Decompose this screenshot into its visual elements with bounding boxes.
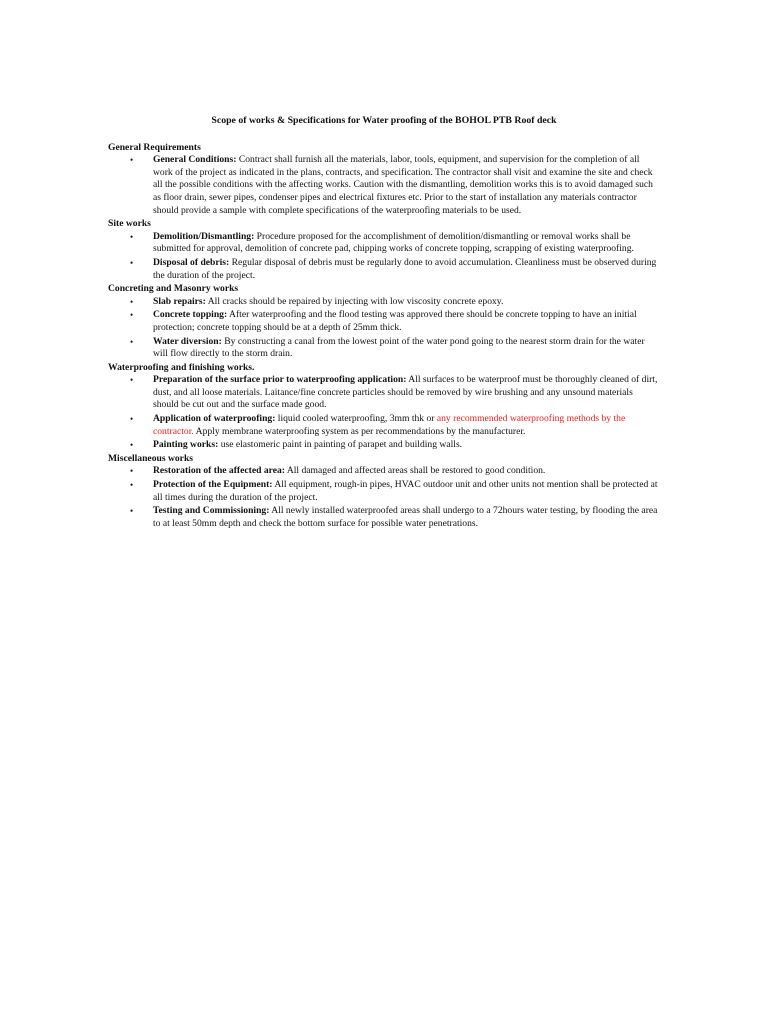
document-page bbox=[108, 115, 660, 531]
bullet-icon: • bbox=[130, 296, 134, 307]
bullet-icon: • bbox=[130, 466, 134, 477]
item-label: Protection of the Equipment: bbox=[153, 479, 273, 491]
section-heading: Waterproofing and finishing works. bbox=[108, 361, 255, 373]
item-text: Contract shall furnish all the materials, labor, tools, equipment, and supervision for the completion of all work of the project as indicated in the plans, contracts, and specification. The contractor shall visit and examine the site and check all the possible conditions with the affecting works. Caution with the dismantling, demolition works this is to avoid damaged such as floor drain, sewer pipes, condenser pipes and electrical fixtures etc. Prior to the start of installation any materials contractor should provide a sample with complete specifications of the waterproofing materials to be used. bbox=[153, 154, 653, 216]
item-label: Concrete topping: bbox=[153, 309, 228, 321]
item-text: All newly installed waterproofed areas shall undergo to a 72hours water testing, by flooding the area to at least 50mm depth and check the bottom surface for possible water penetrations. bbox=[153, 505, 658, 529]
list-item bbox=[108, 439, 660, 452]
item-label: Restoration of the affected area: bbox=[153, 465, 285, 477]
item-text: All equipment, rough-in pipes, HVAC outdoor unit and other units not mention shall be protected at all times during the duration of the project. bbox=[153, 479, 658, 503]
list-item bbox=[108, 465, 660, 478]
bullet-icon: • bbox=[130, 231, 134, 242]
section-heading: Concreting and Masonry works bbox=[108, 283, 239, 295]
item-list bbox=[108, 231, 660, 282]
item-text: use elastomeric paint in painting of parapet and building walls. bbox=[218, 439, 463, 451]
document-title: Scope of works & Specifications for Water proofing of the BOHOL PTB Roof deck bbox=[211, 115, 557, 126]
list-item bbox=[108, 231, 660, 256]
item-text: All surfaces to be waterproof must be thoroughly cleaned of dirt, dust, and all loose materials. Laitance/fine concrete particles should be removed by wire brushing and any unsound materials should be cut out and the surface made good. bbox=[153, 374, 658, 411]
item-text: By constructing a canal from the lowest point of the water pond going to the nearest storm drain for the water will flow directly to the storm drain. bbox=[153, 335, 645, 360]
item-label: Slab repairs: bbox=[153, 295, 206, 307]
section-heading: Site works bbox=[108, 218, 151, 230]
section-site-works bbox=[108, 218, 660, 282]
item-text: Regular disposal of debris must be regularly done to avoid accumulation. Cleanliness must be observed during the duration of the project. bbox=[153, 256, 657, 281]
bullet-icon: • bbox=[130, 414, 134, 425]
list-item bbox=[108, 479, 660, 504]
item-text: After waterproofing and the flood testing was approved there should be concrete topping to have an initial protection; concrete topping should be at a depth of 25mm thick. bbox=[153, 309, 637, 333]
section-concreting-masonry bbox=[108, 283, 660, 361]
bullet-icon: • bbox=[130, 506, 134, 517]
highlighted-text: any recommended waterproofing methods by the contractor. bbox=[153, 413, 626, 437]
list-item bbox=[108, 336, 660, 361]
bullet-icon: • bbox=[130, 375, 134, 386]
section-heading: General Requirements bbox=[108, 141, 201, 153]
list-item bbox=[108, 154, 660, 217]
section-general-requirements bbox=[108, 142, 660, 218]
item-label: Testing and Commissioning: bbox=[153, 505, 270, 517]
item-text: All cracks should be repaired by injecting with low viscosity concrete epoxy. bbox=[205, 295, 504, 307]
item-text-after: Apply membrane waterproofing system as per recommendations by the manufacturer. bbox=[193, 425, 526, 437]
bullet-icon: • bbox=[130, 480, 134, 491]
section-waterproofing-finishing bbox=[108, 362, 660, 452]
bullet-icon: • bbox=[130, 440, 134, 451]
item-label: Application of waterproofing: bbox=[153, 413, 276, 425]
section-heading: Miscellaneous works bbox=[108, 452, 194, 464]
list-item bbox=[108, 374, 660, 412]
item-label: General Conditions: bbox=[153, 154, 237, 166]
item-text: Procedure proposed for the accomplishment of demolition/dismantling or removal works shall be submitted for approval, demolition of concrete pad, chipping works of concrete topping, scrapping of existing waterproofing. bbox=[153, 230, 634, 255]
bullet-icon: • bbox=[130, 336, 134, 347]
list-item bbox=[108, 296, 660, 309]
bullet-icon: • bbox=[130, 257, 134, 268]
list-item bbox=[108, 309, 660, 334]
item-label: Disposal of debris: bbox=[153, 256, 230, 268]
list-item bbox=[108, 505, 660, 530]
list-item bbox=[108, 413, 660, 438]
item-list bbox=[108, 154, 660, 217]
item-text: liquid cooled waterproofing, 3mm thk or bbox=[275, 413, 437, 425]
item-text: All damaged and affected areas shall be restored to good condition. bbox=[284, 465, 546, 477]
bullet-icon: • bbox=[130, 310, 134, 321]
item-label: Demolition/Dismantling: bbox=[153, 230, 255, 242]
item-list bbox=[108, 465, 660, 530]
item-label: Water diversion: bbox=[153, 335, 222, 347]
bullet-icon: • bbox=[130, 155, 134, 166]
item-label: Painting works: bbox=[153, 439, 219, 451]
item-list bbox=[108, 374, 660, 452]
list-item bbox=[108, 257, 660, 282]
item-label: Preparation of the surface prior to waterproofing application: bbox=[153, 374, 407, 386]
section-miscellaneous bbox=[108, 453, 660, 531]
item-list bbox=[108, 296, 660, 361]
